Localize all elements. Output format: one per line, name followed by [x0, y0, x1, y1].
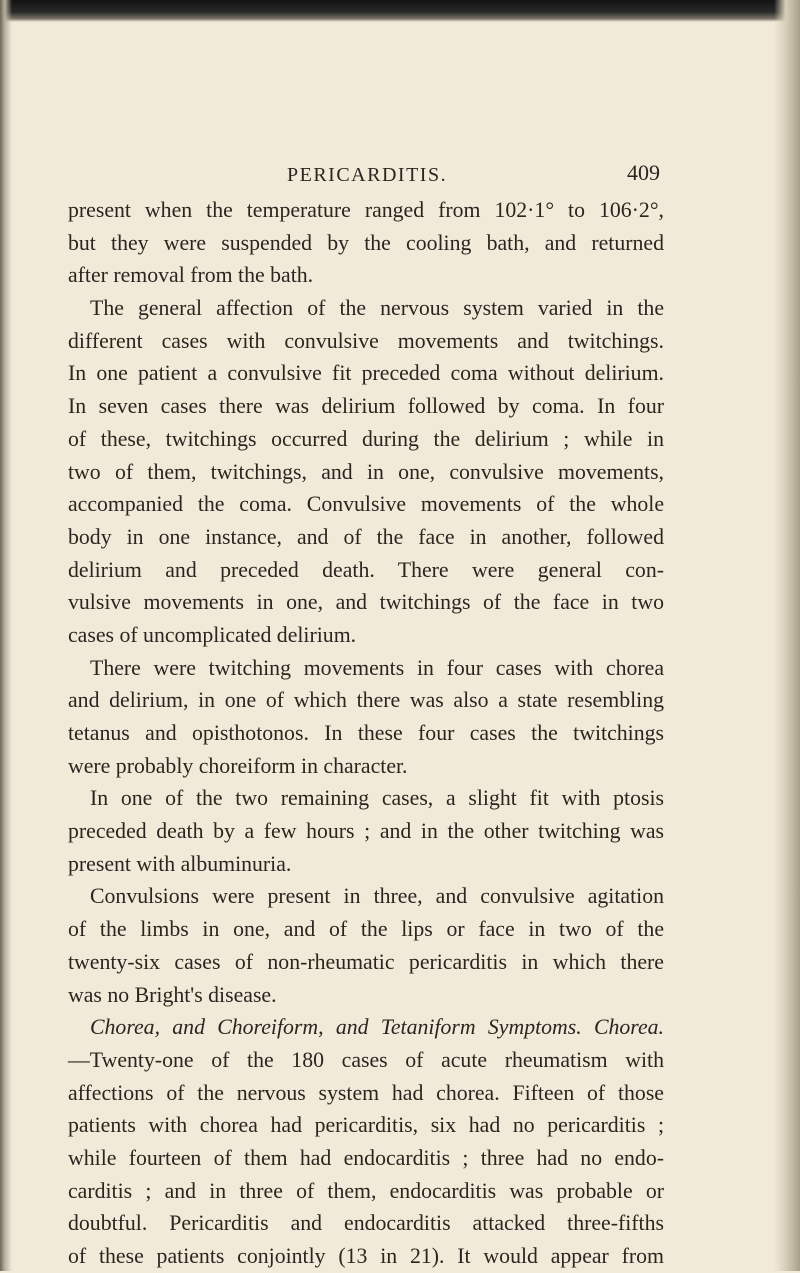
text-line: and delirium, in one of which there was also a state resembling [68, 688, 664, 713]
page-top-shadow [0, 0, 800, 22]
text-line: two of them, twitchings, and in one, convulsive movements, [68, 459, 664, 484]
text-line: affections of the nervous system had chorea. Fifteen of those [68, 1080, 664, 1105]
text-line: accompanied the coma. Convulsive movements of the whole [68, 492, 664, 517]
text-line: different cases with convulsive movements and twitchings. [68, 328, 664, 353]
running-head [0, 160, 800, 192]
text-line: patients with chorea had pericarditis, six had no pericarditis ; [68, 1113, 664, 1138]
text-line: of these, twitchings occurred during the delirium ; while in [68, 426, 664, 451]
text-line: were probably choreiform in character. [68, 753, 408, 778]
text-line: The general affection of the nervous system varied in the [90, 296, 664, 321]
text-line: delirium and preceded death. There were general con- [68, 557, 664, 582]
text-line: after removal from the bath. [68, 263, 314, 288]
text-line: carditis ; and in three of them, endocarditis was probable or [68, 1178, 664, 1203]
text-line: doubtful. Pericarditis and endocarditis attacked three-fifths [68, 1211, 664, 1236]
text-line: —Twenty-one of the 180 cases of acute rheumatism with [68, 1047, 664, 1072]
text-line: present with albuminuria. [68, 851, 292, 876]
body-text [68, 194, 664, 1273]
text-line: while fourteen of them had endocarditis ; three had no endo- [68, 1145, 664, 1170]
text-line: tetanus and opisthotonos. In these four cases the twitchings [68, 721, 664, 745]
text-line: was no Bright's disease. [68, 982, 277, 1007]
text-line: cases of uncomplicated delirium. [68, 622, 357, 647]
text-line: In seven cases there was delirium followed by coma. In four [68, 394, 664, 419]
text-line: In one of the two remaining cases, a slight fit with ptosis [90, 786, 664, 811]
text-line: present when the temperature ranged from 102·1° to 106·2°, [68, 198, 664, 222]
text-line: vulsive movements in one, and twitchings of the face in two [68, 590, 664, 615]
text-line: twenty-six cases of non-rheumatic pericarditis in which there [68, 949, 664, 974]
page-number: 409 [627, 160, 660, 185]
text-line: of these patients conjointly (13 in 21). It would appear from [68, 1244, 664, 1268]
text-line: body in one instance, and of the face in another, followed [68, 524, 664, 549]
text-line: In one patient a convulsive fit preceded coma without delirium. [68, 361, 664, 386]
text-line: but they were suspended by the cooling bath, and returned [68, 230, 664, 255]
text-line: There were twitching movements in four cases with chorea [90, 655, 664, 680]
text-line: preceded death by a few hours ; and in the other twitching was [68, 819, 664, 844]
text-line: Convulsions were present in three, and convulsive agitation [90, 884, 664, 909]
section-heading-line: Chorea, and Choreiform, and Tetaniform Symptoms. Chorea. [90, 1015, 664, 1040]
running-title: PERICARDITIS. [287, 164, 448, 186]
text-line: of the limbs in one, and of the lips or face in two of the [68, 917, 664, 942]
